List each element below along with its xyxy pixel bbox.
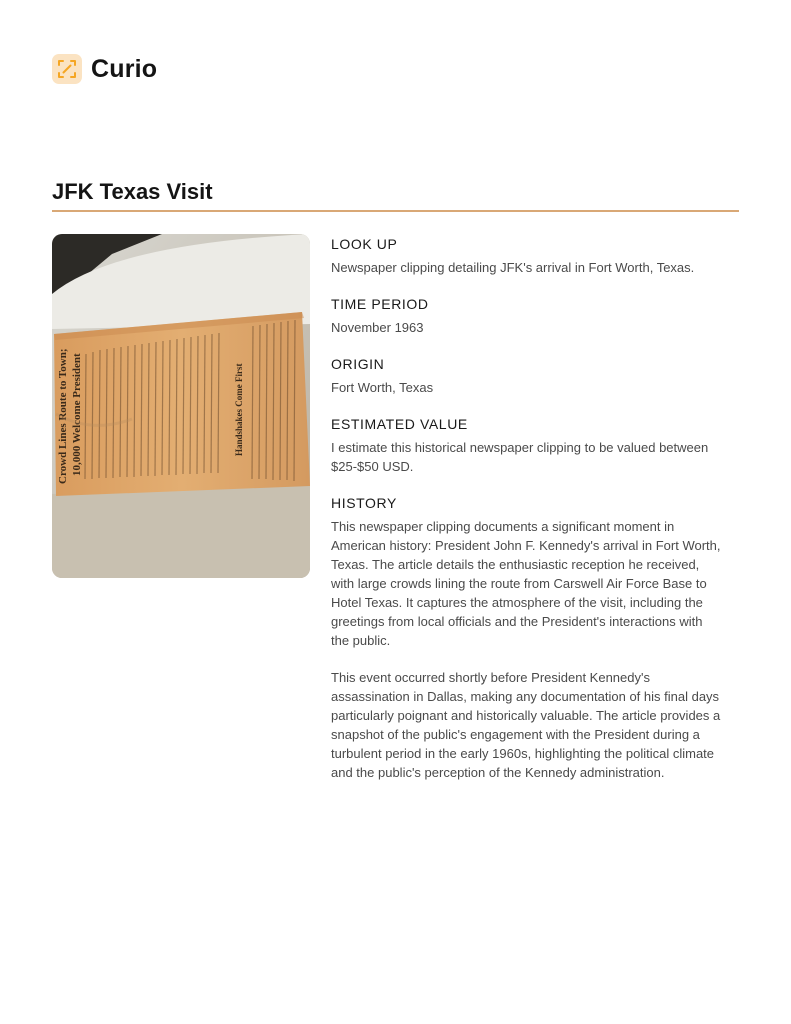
clipping-subhead: Handshakes Come First [234, 363, 244, 456]
estimated-value-label: ESTIMATED VALUE [331, 416, 468, 432]
origin-label: ORIGIN [331, 356, 385, 372]
curio-logo-icon [52, 54, 82, 84]
origin-section [331, 356, 721, 397]
time-period-label: TIME PERIOD [331, 296, 429, 312]
estimated-value-section [331, 416, 721, 476]
lookup-label: LOOK UP [331, 236, 398, 252]
time-period-value: November 1963 [331, 320, 424, 335]
clipping-headline-2: 10,000 Welcome President [71, 353, 83, 476]
estimated-value-text: I estimate this historical newspaper clipping to be valued between $25-$50 USD. [331, 440, 709, 474]
history-paragraph-2: This event occurred shortly before President Kennedy's assassination in Dallas, making any documentation of his final days particularly poignant and historically valuable. The article provides a snapshot of the public's engagement with the President during a turbulent period in the early 1960s, highlighting the political climate and the public's perception of the Kennedy administration. [331, 670, 721, 780]
history-section [331, 495, 721, 782]
details-panel [331, 236, 721, 801]
title-divider [52, 210, 739, 212]
time-period-section [331, 296, 721, 337]
clipping-headline-1: Crowd Lines Route to Town; [57, 348, 69, 484]
page-title: JFK Texas Visit [52, 179, 213, 204]
newspaper-clipping-photo [52, 234, 310, 578]
history-label: HISTORY [331, 495, 397, 511]
brand [52, 54, 157, 84]
origin-value: Fort Worth, Texas [331, 380, 434, 395]
history-paragraph-1: This newspaper clipping documents a significant moment in American history: President John F. Kennedy's arrival in Fort Worth, Texas. The article details the enthusiastic reception he received, with large crowds lining the route from Carswell Air Force Base to Hotel Texas. It captures the atmosphere of the visit, including the greetings from local officials and the President's interactions with the public. [331, 519, 721, 648]
lookup-value: Newspaper clipping detailing JFK's arrival in Fort Worth, Texas. [331, 260, 695, 275]
lookup-section [331, 236, 721, 277]
brand-name: Curio [91, 54, 158, 83]
